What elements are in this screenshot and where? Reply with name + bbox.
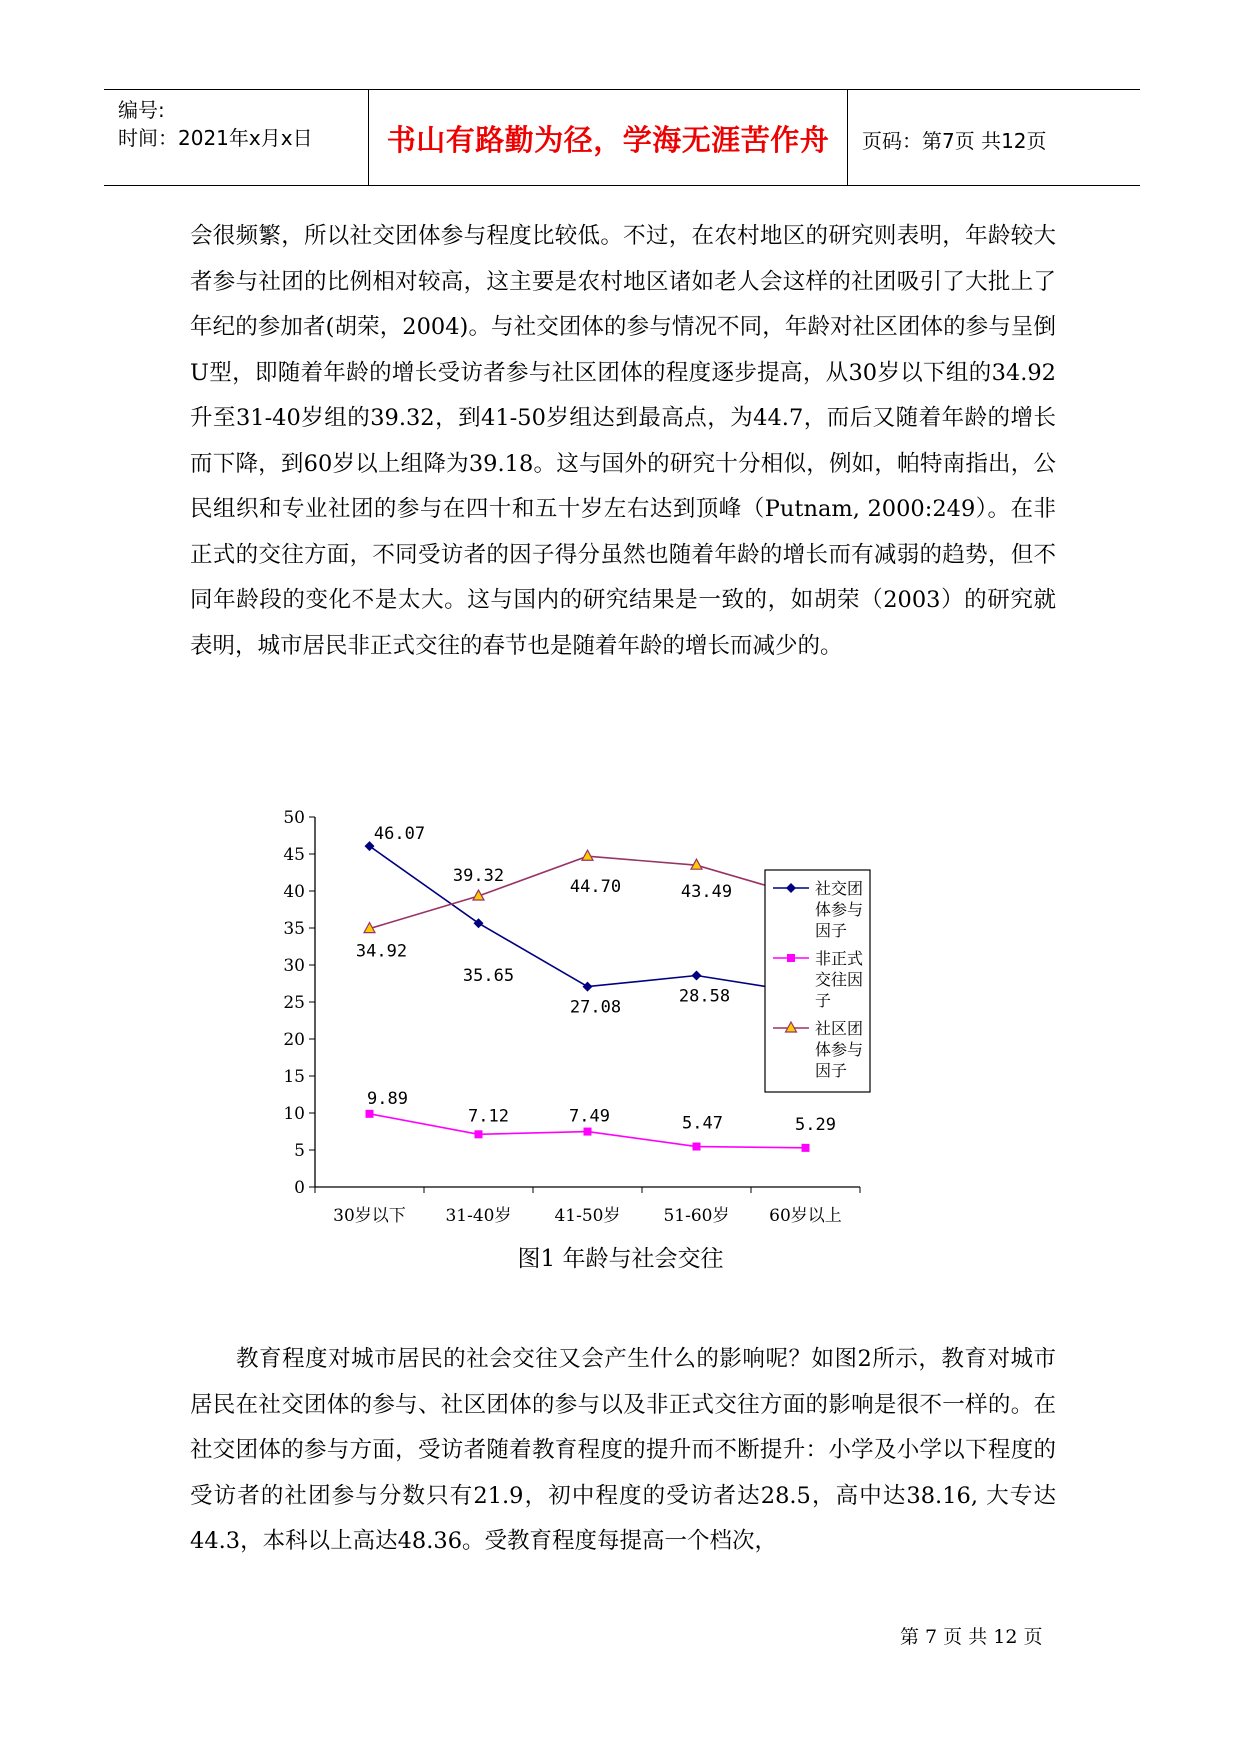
data-point bbox=[802, 1144, 810, 1152]
legend-label: 因子 bbox=[815, 1061, 848, 1080]
data-label: 46.07 bbox=[373, 824, 426, 845]
page-footer: 第 7 页 共 12 页 bbox=[900, 1626, 1043, 1648]
data-point bbox=[366, 1110, 374, 1118]
x-tick-label: 60岁以上 bbox=[769, 1206, 842, 1225]
data-label: 39.32 bbox=[452, 866, 505, 887]
y-tick-label: 20 bbox=[283, 1030, 305, 1050]
y-tick-label: 45 bbox=[283, 845, 305, 865]
legend-label: 非正式 bbox=[815, 949, 864, 968]
legend-label: 体参与 bbox=[815, 1040, 864, 1059]
data-label: 43.49 bbox=[680, 882, 733, 903]
x-tick-label: 41-50岁 bbox=[554, 1206, 621, 1225]
y-tick-label: 5 bbox=[294, 1141, 305, 1161]
data-label: 7.49 bbox=[569, 1106, 610, 1127]
data-point bbox=[474, 918, 484, 928]
legend-label: 子 bbox=[815, 991, 832, 1010]
legend-label: 交往因 bbox=[815, 970, 864, 989]
data-label: 5.29 bbox=[795, 1114, 836, 1135]
header-page-cell bbox=[848, 90, 1140, 185]
data-label: 35.65 bbox=[462, 966, 515, 987]
y-tick-label: 40 bbox=[283, 882, 305, 902]
motto: 书山有路勤为径，学海无涯苦作舟 bbox=[386, 123, 830, 157]
data-label: 5.47 bbox=[682, 1113, 723, 1134]
series-line bbox=[370, 846, 806, 993]
data-point bbox=[787, 954, 795, 962]
legend-label: 社交团 bbox=[815, 879, 864, 898]
data-label: 9.89 bbox=[367, 1088, 408, 1109]
number-label: 编号: bbox=[118, 98, 165, 122]
y-tick-label: 25 bbox=[283, 993, 305, 1013]
data-point bbox=[582, 850, 593, 860]
page-label: 页码：第7页 共12页 bbox=[862, 129, 1047, 153]
time-label: 时间：2021年x月x日 bbox=[118, 126, 313, 150]
data-point bbox=[584, 1128, 592, 1136]
y-tick-label: 50 bbox=[283, 808, 305, 828]
data-label: 44.70 bbox=[569, 877, 622, 898]
x-tick-label: 31-40岁 bbox=[445, 1206, 512, 1225]
header-motto-cell bbox=[369, 90, 848, 185]
header-meta-cell bbox=[104, 90, 369, 185]
data-point bbox=[583, 982, 593, 992]
data-label: 34.92 bbox=[355, 941, 408, 962]
x-tick-label: 30岁以下 bbox=[333, 1206, 406, 1225]
data-label: 28.58 bbox=[678, 986, 731, 1007]
data-point bbox=[692, 971, 702, 981]
y-tick-label: 10 bbox=[283, 1104, 305, 1124]
y-tick-label: 30 bbox=[283, 956, 305, 976]
data-point bbox=[693, 1143, 701, 1151]
data-point bbox=[475, 1130, 483, 1138]
y-tick-label: 35 bbox=[283, 919, 305, 939]
legend-label: 社区团 bbox=[815, 1019, 864, 1038]
data-label: 27.08 bbox=[569, 997, 622, 1018]
y-tick-label: 0 bbox=[294, 1178, 305, 1198]
figure-caption: 图1 年龄与社会交往 bbox=[517, 1246, 724, 1272]
age-social-chart bbox=[250, 785, 990, 1225]
data-label: 7.12 bbox=[468, 1106, 509, 1127]
x-tick-label: 51-60岁 bbox=[663, 1206, 730, 1225]
y-tick-label: 15 bbox=[283, 1067, 305, 1087]
body-paragraph-2: 教育程度对城市居民的社会交往又会产生什么的影响呢？如图2所示，教育对城市居民在社交团体的参与、社区团体的参与以及非正式交往方面的影响是很不一样的。在社交团体的参与方面，受访者随着教育程度的提升而不断提升：小学及小学以下程度的受访者的社团参与分数只有21.9，初中程度的受访者达28.5，高中达38.16, 大专达44.3，本科以上高达48.36。受教育程度每提高一个档次， bbox=[190, 1346, 1056, 1554]
legend-label: 因子 bbox=[815, 921, 848, 940]
body-paragraph-1: 会很频繁，所以社交团体参与程度比较低。不过，在农村地区的研究则表明，年龄较大者参与社团的比例相对较高，这主要是农村地区诸如老人会这样的社团吸引了大批上了年纪的参加者(胡荣，2004)。与社交团体的参与情况不同，年龄对社区团体的参与呈倒U型，即随着年龄的增长受访者参与社区团体的程度逐步提高，从30岁以下组的34.92升至31-40岁组的39.32，到41-50岁组达到最高点，为44.7，而后又随着年龄的增长而下降，到60岁以上组降为39.18。这与国外的研究十分相似，例如，帕特南指出，公民组织和专业社团的参与在四十和五十岁左右达到顶峰（Putnam, 2000:249）。在非正式的交往方面，不同受访者的因子得分虽然也随着年龄的增长而有减弱的趋势，但不同年龄段的变化不是太大。这与国内的研究结果是一致的，如胡荣（2003）的研究就表明，城市居民非正式交往的春节也是随着年龄的增长而减少的。 bbox=[190, 223, 1056, 659]
page-header bbox=[104, 89, 1140, 186]
legend-label: 体参与 bbox=[815, 900, 864, 919]
